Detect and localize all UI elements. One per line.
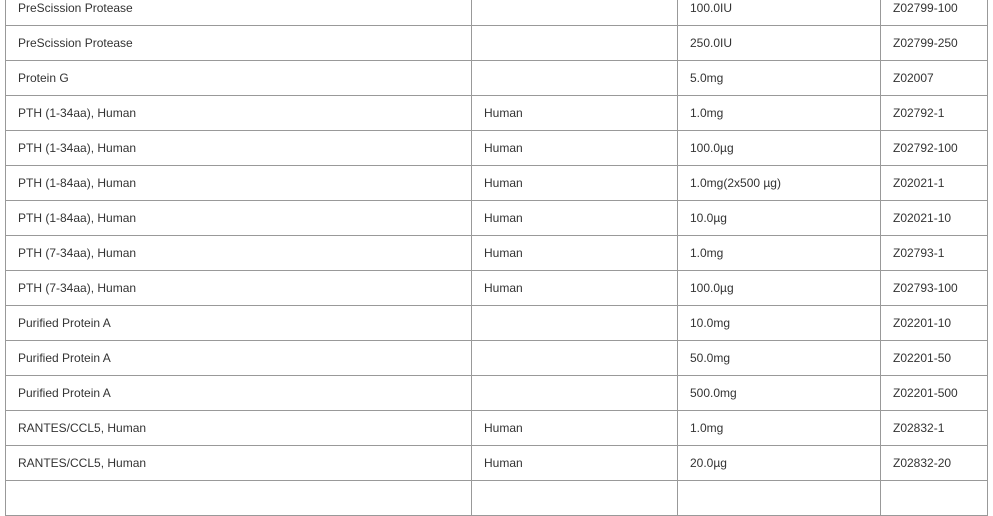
- catalog-number-cell: Z02793-100: [881, 271, 988, 306]
- size-cell: 20.0µg: [678, 446, 881, 481]
- catalog-number-cell: Z02201-50: [881, 341, 988, 376]
- species-cell: [472, 0, 678, 26]
- product-name-cell: Purified Protein A: [6, 341, 472, 376]
- size-cell: 1.0mg: [678, 411, 881, 446]
- product-name-cell: RANTES/CCL5, Human: [6, 446, 472, 481]
- table-row: [6, 0, 988, 26]
- product-name-cell: Protein G: [6, 61, 472, 96]
- table-row: [6, 481, 988, 516]
- product-name-cell: PTH (1-34aa), Human: [6, 131, 472, 166]
- product-table-container: [5, 0, 987, 516]
- product-name-cell: PTH (7-34aa), Human: [6, 271, 472, 306]
- species-cell: [472, 341, 678, 376]
- species-cell: [472, 61, 678, 96]
- product-name-cell: PTH (1-84aa), Human: [6, 166, 472, 201]
- catalog-number-cell: Z02201-500: [881, 376, 988, 411]
- catalog-number-cell: Z02007: [881, 61, 988, 96]
- table-row: [6, 61, 988, 96]
- product-name-cell: PTH (7-34aa), Human: [6, 236, 472, 271]
- product-name-cell: PTH (1-34aa), Human: [6, 96, 472, 131]
- table-row: [6, 341, 988, 376]
- species-cell: [472, 306, 678, 341]
- product-name-cell: PTH (1-84aa), Human: [6, 201, 472, 236]
- size-cell: 5.0mg: [678, 61, 881, 96]
- species-cell: Human: [472, 166, 678, 201]
- size-cell: 10.0µg: [678, 201, 881, 236]
- product-name-cell: PreScission Protease: [6, 0, 472, 26]
- size-cell: 100.0µg: [678, 131, 881, 166]
- product-name-cell: RANTES/CCL5, Human: [6, 411, 472, 446]
- catalog-number-cell: Z02832-20: [881, 446, 988, 481]
- species-cell: Human: [472, 446, 678, 481]
- catalog-number-cell: Z02021-1: [881, 166, 988, 201]
- table-row: [6, 201, 988, 236]
- catalog-number-cell: Z02799-250: [881, 26, 988, 61]
- table-row: [6, 376, 988, 411]
- product-name-cell: Purified Protein A: [6, 306, 472, 341]
- product-table: [5, 0, 988, 516]
- catalog-number-cell: Z02201-10: [881, 306, 988, 341]
- species-cell: Human: [472, 96, 678, 131]
- species-cell: Human: [472, 201, 678, 236]
- table-row: [6, 96, 988, 131]
- species-cell: Human: [472, 236, 678, 271]
- table-row: [6, 166, 988, 201]
- species-cell: [472, 376, 678, 411]
- species-cell: Human: [472, 271, 678, 306]
- catalog-number-cell: [881, 481, 988, 516]
- species-cell: Human: [472, 131, 678, 166]
- size-cell: 1.0mg: [678, 96, 881, 131]
- table-row: [6, 131, 988, 166]
- product-name-cell: Purified Protein A: [6, 376, 472, 411]
- product-name-cell: PreScission Protease: [6, 26, 472, 61]
- size-cell: 10.0mg: [678, 306, 881, 341]
- catalog-number-cell: Z02793-1: [881, 236, 988, 271]
- size-cell: 1.0mg(2x500 µg): [678, 166, 881, 201]
- product-name-cell: [6, 481, 472, 516]
- size-cell: 500.0mg: [678, 376, 881, 411]
- catalog-number-cell: Z02832-1: [881, 411, 988, 446]
- species-cell: Human: [472, 411, 678, 446]
- table-row: [6, 271, 988, 306]
- size-cell: 100.0IU: [678, 0, 881, 26]
- catalog-number-cell: Z02792-1: [881, 96, 988, 131]
- table-row: [6, 446, 988, 481]
- table-row: [6, 26, 988, 61]
- catalog-number-cell: Z02792-100: [881, 131, 988, 166]
- catalog-number-cell: Z02799-100: [881, 0, 988, 26]
- table-row: [6, 236, 988, 271]
- size-cell: [678, 481, 881, 516]
- product-table-body: [6, 0, 988, 516]
- species-cell: [472, 26, 678, 61]
- size-cell: 250.0IU: [678, 26, 881, 61]
- catalog-number-cell: Z02021-10: [881, 201, 988, 236]
- species-cell: [472, 481, 678, 516]
- size-cell: 100.0µg: [678, 271, 881, 306]
- size-cell: 50.0mg: [678, 341, 881, 376]
- table-row: [6, 306, 988, 341]
- table-row: [6, 411, 988, 446]
- size-cell: 1.0mg: [678, 236, 881, 271]
